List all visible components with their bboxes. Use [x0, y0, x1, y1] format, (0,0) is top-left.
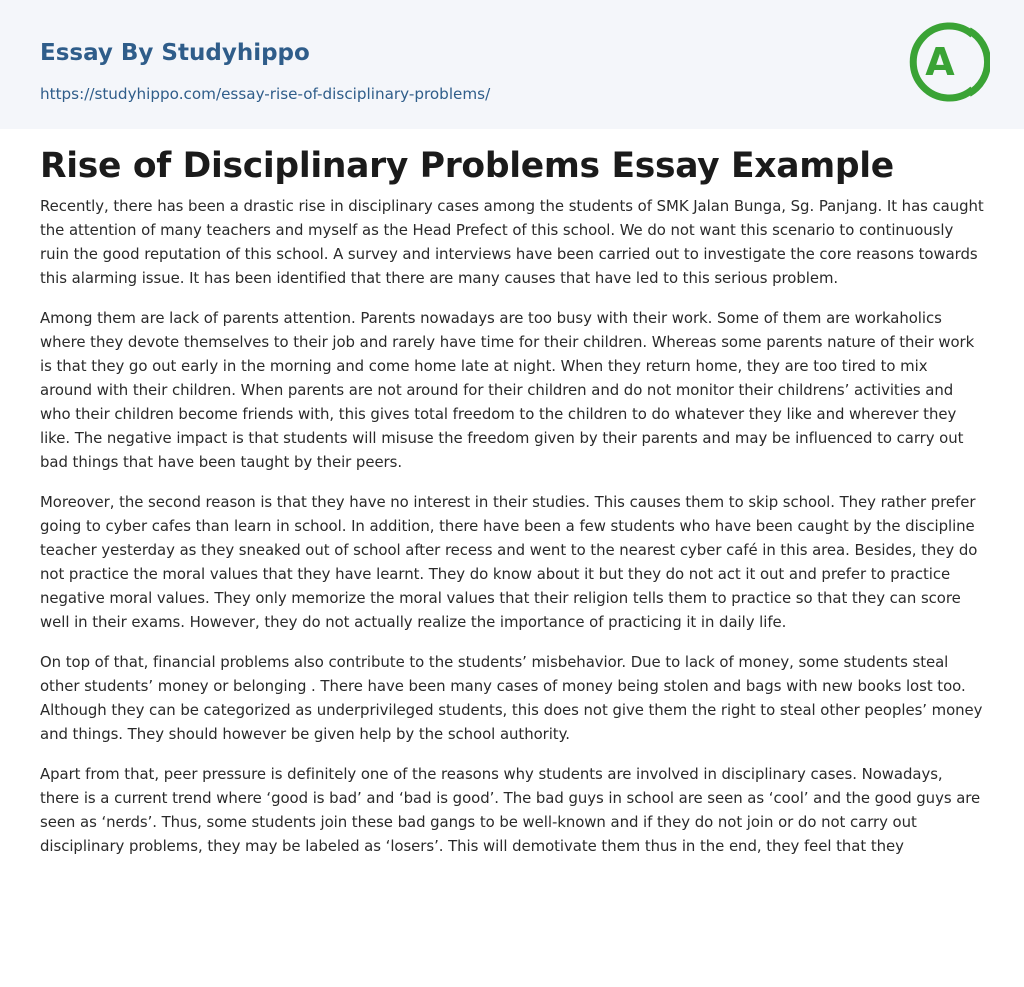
site-header: [0, 0, 1024, 129]
article-paragraph: Moreover, the second reason is that they have no interest in their studies. This causes them to skip school. They rather prefer going to cyber cafes than learn in school. In addition, there have been a few students who have been caught by the discipline teacher yesterday as they sneaked out of school after recess and went to the nearest cyber café in this area. Besides, they do not practice the moral values that they have learnt. They do know about it but they do not act it out and prefer to practice negative moral values. They only memorize the moral values that their religion tells them to practice so that they can score well in their exams. However, they do not actually realize the importance of practicing it in daily life.: [40, 493, 978, 631]
article-paragraph: Recently, there has been a drastic rise in disciplinary cases among the students of SMK Jalan Bunga, Sg. Panjang. It has caught the attention of many teachers and myself as the Head Prefect of this school. We do not want this scenario to continuously ruin the good reputation of this school. A survey and interviews have been carried out to investigate the core reasons towards this alarming issue. It has been identified that there are many causes that have led to this serious problem.: [40, 197, 984, 287]
article-title: Rise of Disciplinary Problems Essay Example: [40, 146, 894, 186]
site-brand[interactable]: Essay By Studyhippo: [40, 40, 310, 66]
logo-letter: A: [925, 40, 955, 84]
article-paragraph: Among them are lack of parents attention. Parents nowadays are too busy with their work. Some of them are workaholics where they devote themselves to their job and rarely have time for their children. Whereas some parents nature of their work is that they go out early in the morning and come home late at night. When they return home, they are too tired to mix around with their children. When parents are not around for their children and do not monitor their childrens’ activities and who their children become friends with, this gives total freedom to the children to do whatever they like and wherever they like. The negative impact is that students will misuse the freedom given by their parents and may be influenced to carry out bad things that have been taught by their peers.: [40, 309, 975, 471]
article-url-link[interactable]: https://studyhippo.com/essay-rise-of-disciplinary-problems/: [40, 85, 491, 103]
studyhippo-logo-icon[interactable]: [906, 17, 990, 107]
article-paragraph: Apart from that, peer pressure is definitely one of the reasons why students are involved in disciplinary cases. Nowadays, there is a current trend where ‘good is bad’ and ‘bad is good’. The bad guys in school are seen as ‘cool’ and the good guys are seen as ‘nerds’. Thus, some students join these bad gangs to be well-known and if they do not join or do not carry out disciplinary problems, they may be labeled as ‘losers’. This will demotivate them thus in the end, they feel that they: [40, 765, 981, 855]
article-paragraph: On top of that, financial problems also contribute to the students’ misbehavior. Due to lack of money, some students steal other students’ money or belonging . There have been many cases of money being stolen and bags with new books lost too. Although they can be categorized as underprivileged students, this does not give them the right to steal other peoples’ money and things. They should however be given help by the school authority.: [40, 653, 983, 743]
